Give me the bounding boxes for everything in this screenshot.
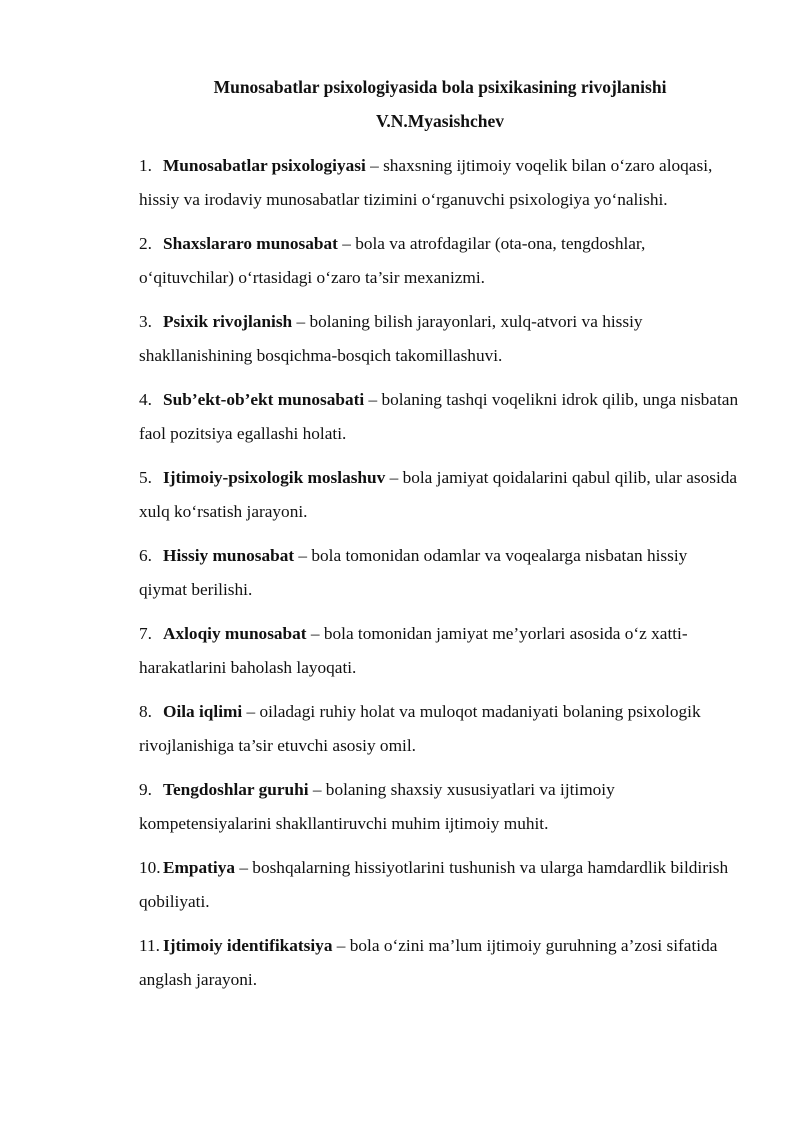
term-number: 10. — [139, 858, 161, 877]
term-item — [139, 383, 739, 450]
term-name: Ijtimoiy identifikatsiya — [163, 936, 333, 955]
term-definition: – boshqalarning hissiyotlarini tushunish va ularga hamdardlik bildirish qobiliyati. — [139, 858, 729, 911]
term-name: Hissiy munosabat — [163, 546, 295, 565]
term-name: Oila iqlimi — [163, 702, 243, 721]
term-name: Munosabatlar psixologiyasi — [163, 156, 366, 175]
term-item — [139, 149, 739, 216]
term-definition: – bola va atrofdagilar (ota-ona, tengdoshlar, o‘qituvchilar) o‘rtasidagi o‘zaro ta’sir mexanizmi. — [139, 234, 646, 287]
term-number: 2. — [139, 234, 152, 253]
term-number: 7. — [139, 624, 152, 643]
term-definition: – shaxsning ijtimoiy voqelik bilan o‘zaro aloqasi, hissiy va irodaviy munosabatlar tizimini o‘rganuvchi psixologiya yo‘nalishi. — [139, 156, 713, 209]
term-name: Psixik rivojlanish — [163, 312, 293, 331]
term-name: Sub’ekt-ob’ekt munosabati — [163, 390, 365, 409]
term-name: Ijtimoiy-psixologik moslashuv — [163, 468, 386, 487]
document-author: V.N.Myasishchev — [375, 111, 505, 131]
term-number: 5. — [139, 468, 152, 487]
document-title: Munosabatlar psixologiyasida bola psixikasining rivojlanishi — [213, 77, 667, 97]
term-number: 11. — [139, 936, 160, 955]
term-definition: – bola tomonidan odamlar va voqealarga nisbatan hissiy qiymat berilishi. — [139, 546, 688, 599]
term-number: 1. — [139, 156, 152, 175]
term-number: 3. — [139, 312, 152, 331]
term-definition: – bolaning tashqi voqelikni idrok qilib, unga nisbatan faol pozitsiya egallashi holati. — [139, 390, 739, 443]
term-definition: – bolaning shaxsiy xususiyatlari va ijtimoiy kompetensiyalarini shakllantiruvchi muhim ijtimoiy muhit. — [139, 780, 615, 833]
term-item — [139, 773, 739, 840]
term-name: Axloqiy munosabat — [163, 624, 307, 643]
term-item — [139, 461, 739, 528]
term-definition: – bolaning bilish jarayonlari, xulq-atvori va hissiy shakllanishining bosqichma-bosqich takomillashuvi. — [139, 312, 643, 365]
term-item — [139, 929, 739, 996]
term-item — [139, 305, 739, 372]
term-item — [139, 695, 739, 762]
term-name: Empatiya — [163, 858, 236, 877]
term-definition: – oiladagi ruhiy holat va muloqot madaniyati bolaning psixologik rivojlanishiga ta’sir etuvchi asosiy omil. — [139, 702, 701, 755]
term-name: Shaxslararo munosabat — [163, 234, 338, 253]
term-name: Tengdoshlar guruhi — [163, 780, 309, 799]
term-number: 6. — [139, 546, 152, 565]
term-list — [139, 149, 739, 1007]
term-definition: – bola jamiyat qoidalarini qabul qilib, ular asosida xulq ko‘rsatish jarayoni. — [139, 468, 738, 521]
term-number: 8. — [139, 702, 152, 721]
term-number: 9. — [139, 780, 152, 799]
term-item — [139, 851, 739, 918]
term-item — [139, 227, 739, 294]
term-definition: – bola tomonidan jamiyat me’yorlari asosida o‘z xatti-harakatlarini baholash layoqati. — [139, 624, 688, 677]
term-item — [139, 539, 739, 606]
term-number: 4. — [139, 390, 152, 409]
term-item — [139, 617, 739, 684]
term-definition: – bola o‘zini ma’lum ijtimoiy guruhning a’zosi sifatida anglash jarayoni. — [139, 936, 718, 989]
